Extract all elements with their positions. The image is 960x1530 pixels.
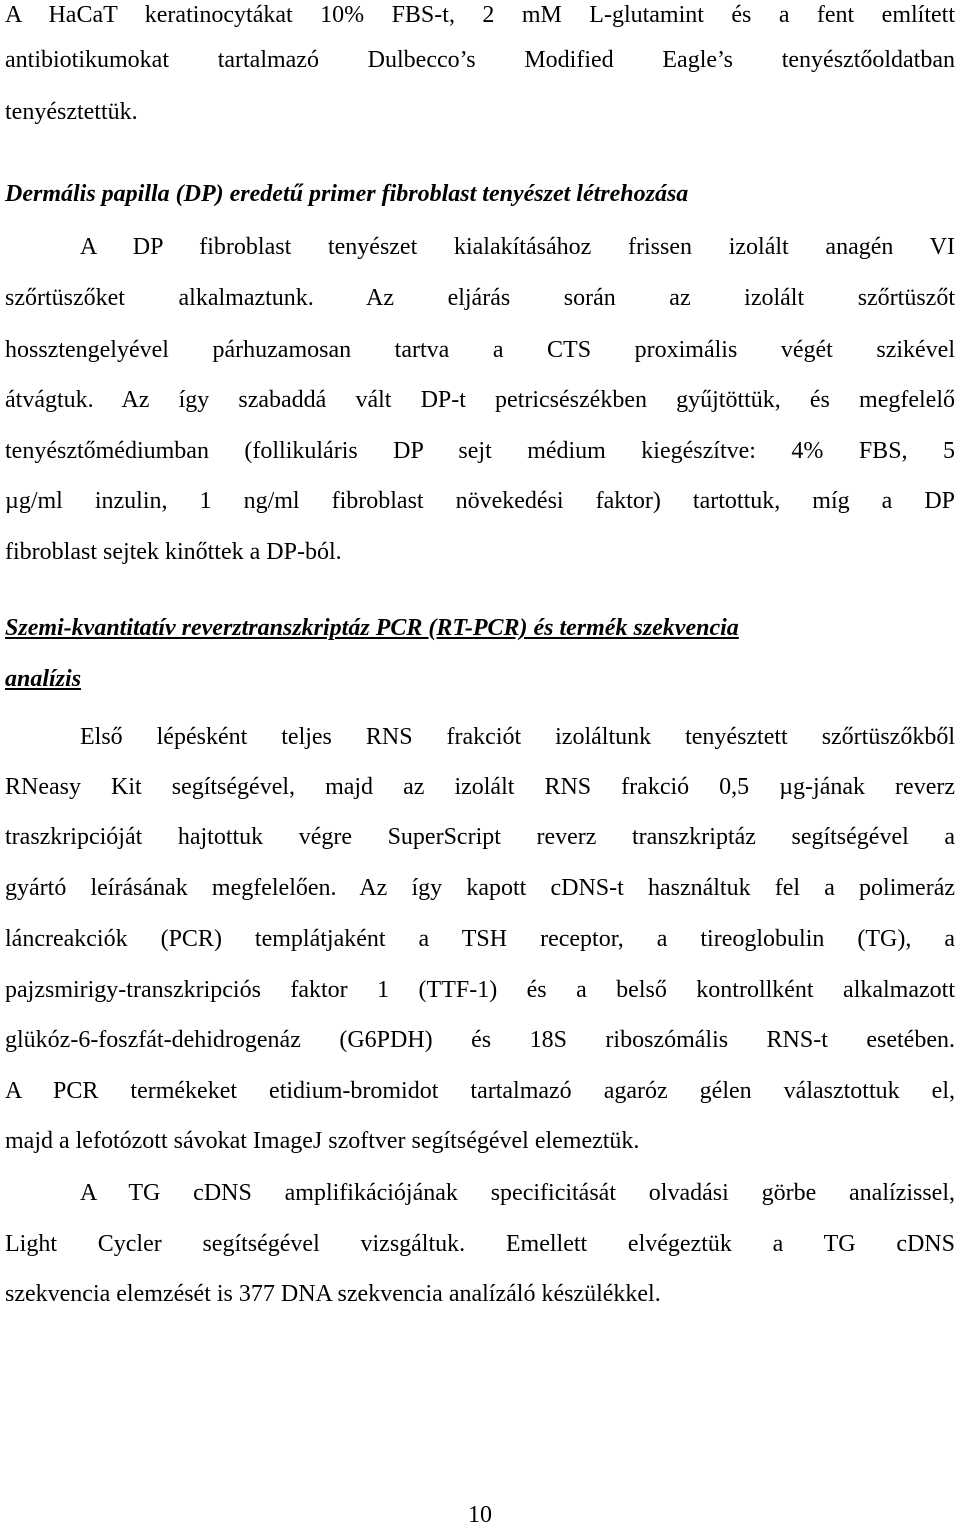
para3-line-4: gyártó leírásának megfelelően. Az így kapott cDNS-t használtuk fel a polimeráz [5,875,955,901]
para3-line-7: glükóz-6-foszfát-dehidrogenáz (G6PDH) és 18S riboszómális RNS-t esetében. [5,1027,955,1053]
para2-line-1: A DP fibroblast tenyészet kialakításához frissen izolált anagén VI [80,234,955,260]
para1-line-2: antibiotikumokat tartalmazó Dulbecco’s Modified Eagle’s tenyésztőoldatban [5,47,955,73]
section-heading-rt-pcr-line-2: analízis [5,666,82,692]
para2-line-7: fibroblast sejtek kinőttek a DP-ból. [5,539,342,565]
para3-line-9: majd a lefotózott sávokat ImageJ szoftver segítségével elemeztük. [5,1128,640,1154]
section-heading-dp-fibroblast: Dermális papilla (DP) eredetű primer fibroblast tenyészet létrehozása [5,181,689,207]
para3-line-5: láncreakciók (PCR) templátjaként a TSH receptor, a tireoglobulin (TG), a [5,926,955,952]
para1-line-3: tenyésztettük. [5,99,138,125]
para4-line-2: Light Cycler segítségével vizsgáltuk. Emellett elvégeztük a TG cDNS [5,1231,955,1257]
para2-line-2: szőrtüszőket alkalmaztunk. Az eljárás során az izolált szőrtüszőt [5,285,955,311]
para3-line-2: RNeasy Kit segítségével, majd az izolált RNS frakció 0,5 µg-jának reverz [5,774,955,800]
section-heading-rt-pcr-line-1: Szemi-kvantitatív reverztranszkriptáz PCR (RT-PCR) és termék szekvencia [5,615,739,641]
para3-line-6: pajzsmirigy-transzkripciós faktor 1 (TTF-1) és a belső kontrollként alkalmazott [5,977,955,1003]
para4-line-3: szekvencia elemzését is 377 DNA szekvencia analízáló készülékkel. [5,1281,661,1307]
para2-line-6: µg/ml inzulin, 1 ng/ml fibroblast növekedési faktor) tartottuk, míg a DP [5,488,955,514]
para4-line-1: A TG cDNS amplifikációjának specificitását olvadási görbe analízissel, [80,1180,955,1206]
para2-line-5: tenyésztőmédiumban (follikuláris DP sejt médium kiegészítve: 4% FBS, 5 [5,438,955,464]
para3-line-1: Első lépésként teljes RNS frakciót izoláltunk tenyésztett szőrtüszőkből [80,724,955,750]
para2-line-4: átvágtuk. Az így szabaddá vált DP-t petricsészékben gyűjtöttük, és megfelelő [5,387,955,413]
para3-line-8: A PCR termékeket etidium-bromidot tartalmazó agaróz gélen választottuk el, [5,1078,955,1104]
para1-line-1: A HaCaT keratinocytákat 10% FBS-t, 2 mM L-glutamint és a fent említett [5,2,955,28]
para3-line-3: traszkripcióját hajtottuk végre SuperScript reverz transzkriptáz segítségével a [5,824,955,850]
page-number: 10 [468,1502,492,1528]
para2-line-3: hossztengelyével párhuzamosan tartva a CTS proximális végét szikével [5,337,955,363]
